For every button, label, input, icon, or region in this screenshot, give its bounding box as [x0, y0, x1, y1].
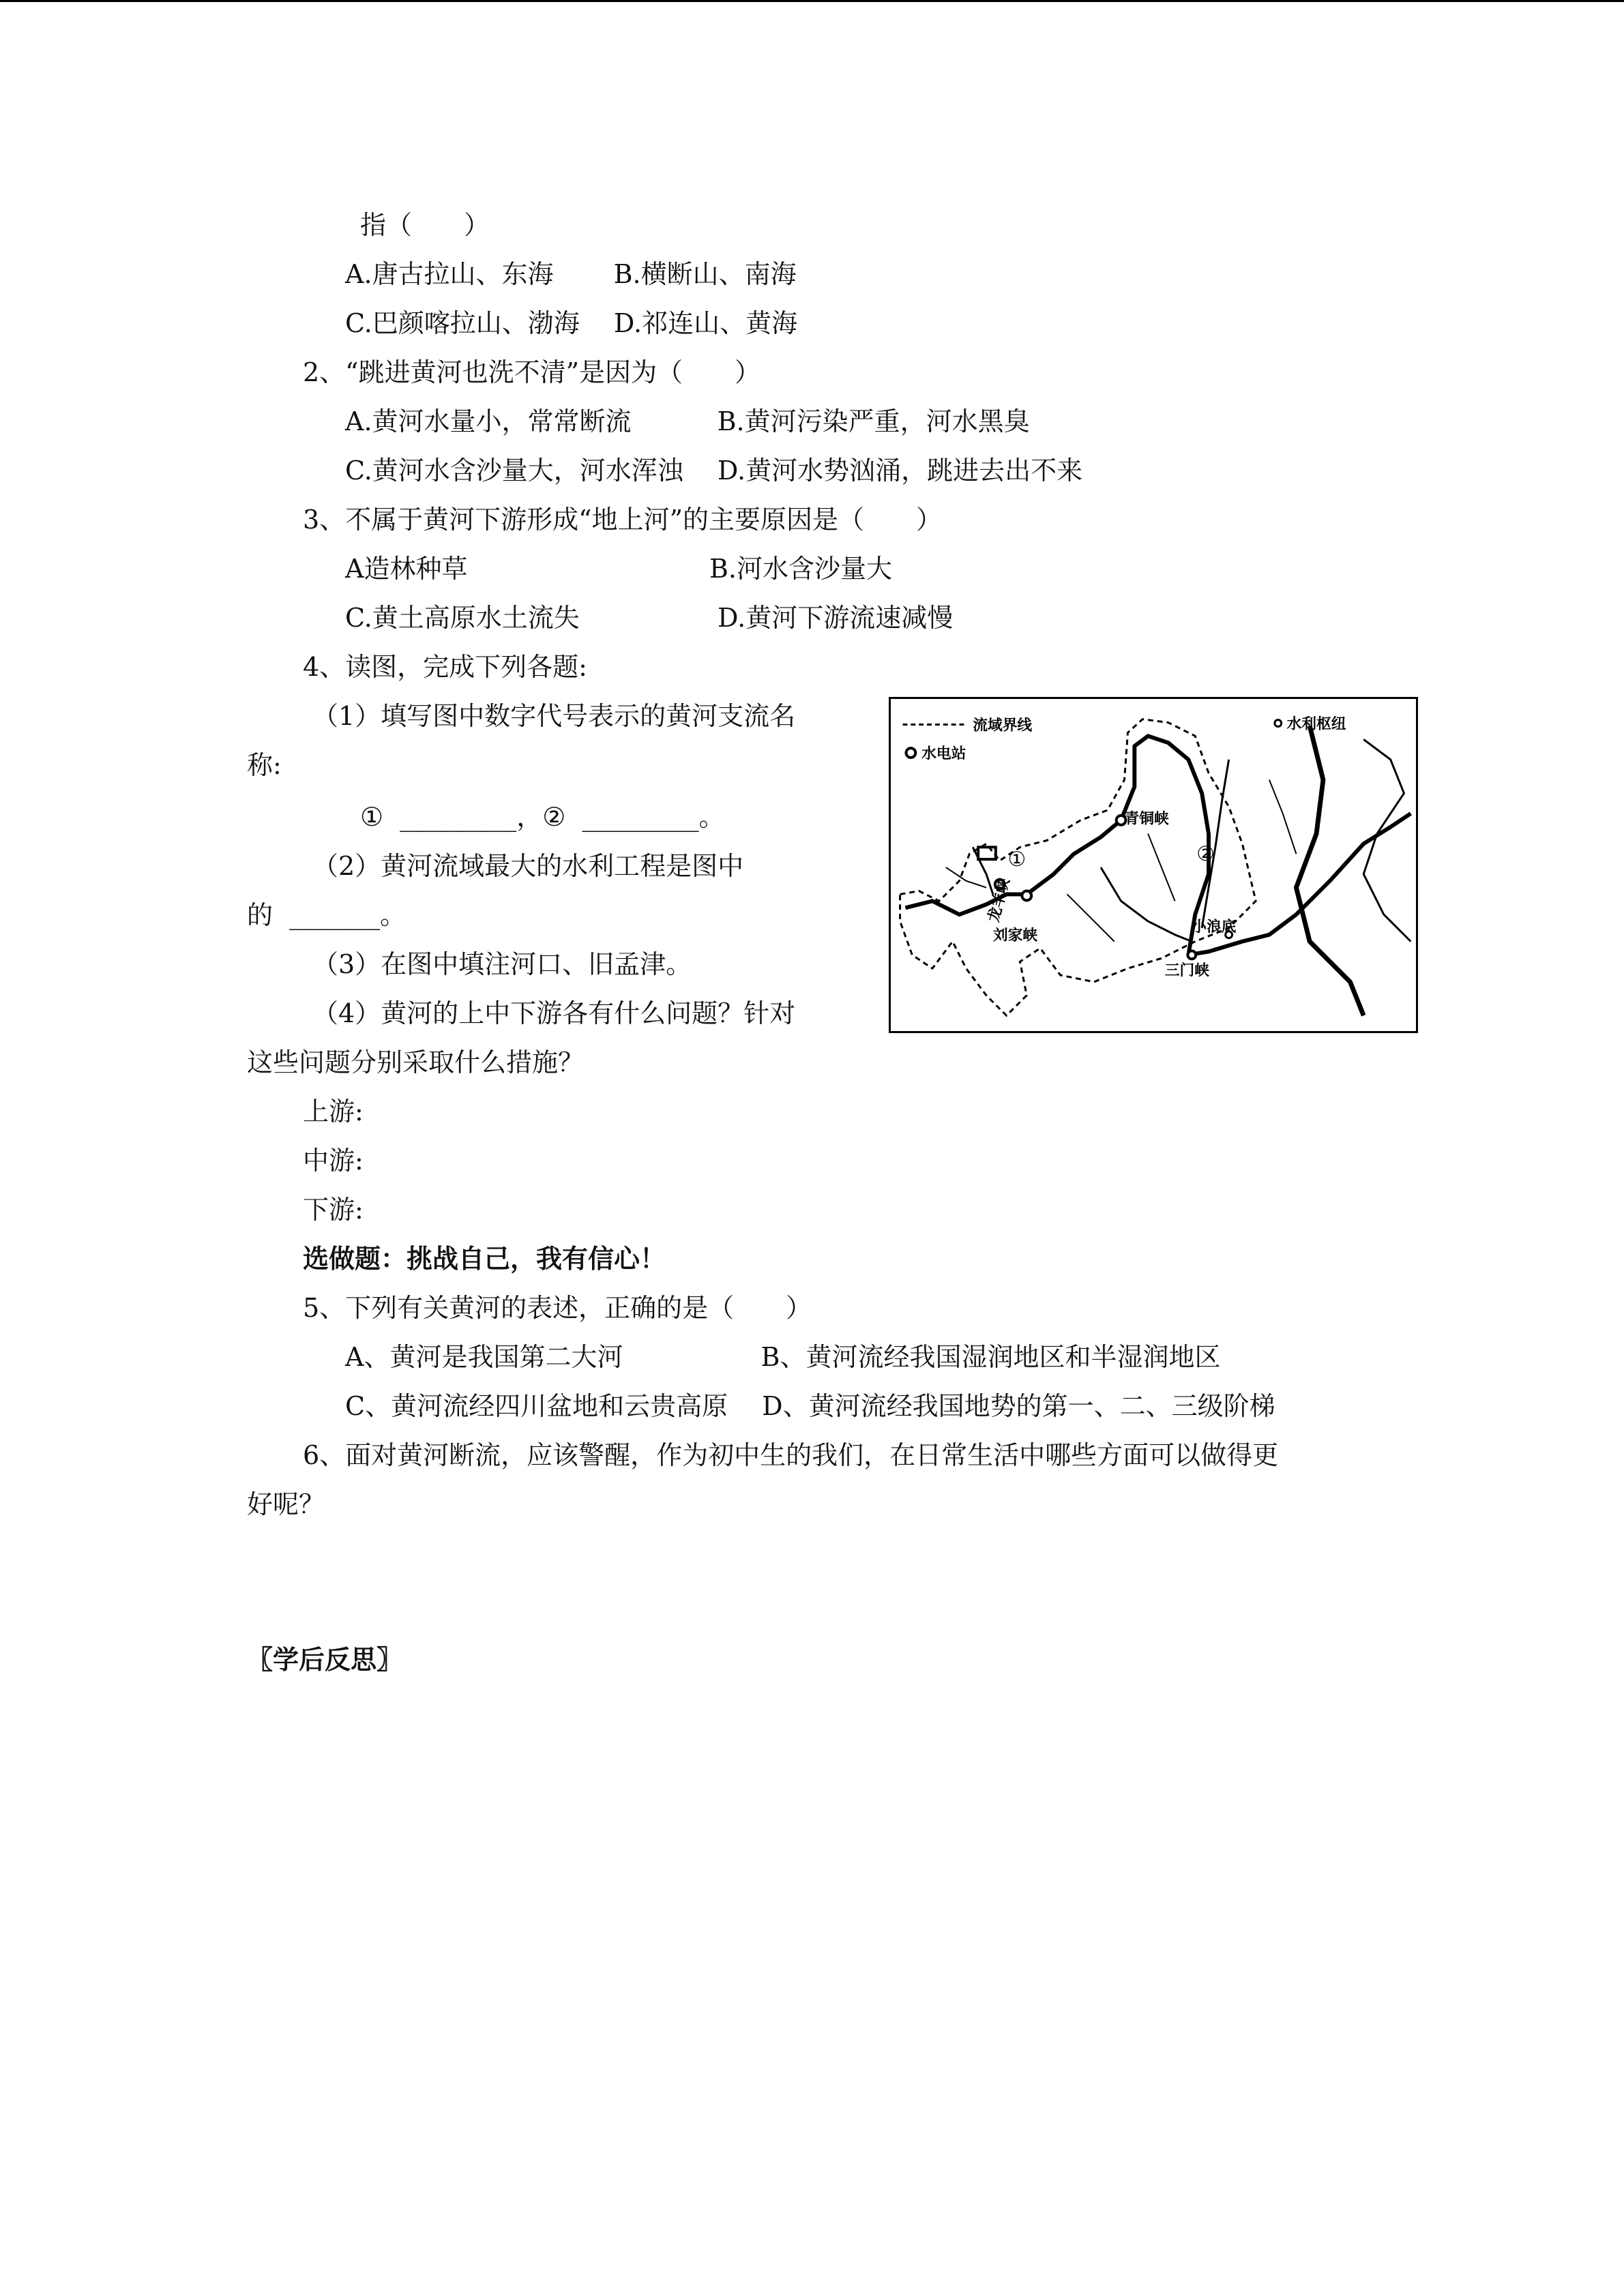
station-sanmenxia-icon	[1187, 951, 1196, 959]
q1-options-ab: A.唐古拉山、东海 B.横断山、南海	[345, 259, 797, 289]
map-svg	[891, 699, 1416, 1031]
q5-options-cd: C、黄河流经四川盆地和云贵高原 D、黄河流经我国地势的第一、二、三级阶梯	[345, 1391, 1275, 1421]
label-longyangxia: 龙羊峡	[985, 876, 1014, 924]
q4-part2-line1: （2）黄河流域最大的水利工程是图中	[312, 851, 744, 881]
legend-boundary-label: 流域界线	[973, 717, 1033, 734]
q2-options-cd: C.黄河水含沙量大，河水浑浊 D.黄河水势汹涌，跳进去出不来	[345, 456, 1083, 486]
q4-part2-line2: 的 _______。	[247, 900, 407, 930]
q5-stem: 5、下列有关黄河的表述，正确的是（ ）	[303, 1293, 812, 1323]
eastern-river	[1296, 726, 1363, 1016]
yellow-river-main	[905, 736, 1411, 955]
q2-options-ab: A.黄河水量小，常常断流 B.黄河污染严重，河水黑臭	[345, 406, 1030, 436]
yellow-river-map	[889, 697, 1418, 1033]
label-sanmenxia: 三门峡	[1164, 962, 1209, 980]
tributary-minor-west	[946, 867, 986, 888]
reflection-heading: 〖学后反思〗	[247, 1644, 403, 1675]
q5-options-ab: A、黄河是我国第二大河 B、黄河流经我国湿润地区和半湿润地区	[345, 1342, 1221, 1372]
optional-heading: 选做题：挑战自己，我有信心！	[303, 1243, 666, 1274]
tributary-1	[973, 847, 993, 894]
legend-hydro-icon	[906, 748, 915, 758]
q4-part1-blanks: ① _________，② _________。	[360, 802, 725, 832]
q4-middle-reach: 中游:	[303, 1146, 364, 1176]
tributary-minor-1	[1148, 834, 1175, 901]
station-liujiaxia-icon	[1022, 891, 1031, 901]
legend-hydro-label: 水电站	[921, 745, 966, 762]
q1-options-cd: C.巴颜喀拉山、渤海 D.祁连山、黄海	[345, 308, 798, 338]
q4-part4-line2: 这些问题分别采取什么措施？	[247, 1047, 585, 1077]
legend-hub-icon	[1275, 720, 1282, 727]
tributary-minor-3	[1269, 780, 1297, 854]
q4-upper-reach: 上游:	[303, 1097, 364, 1127]
q2-stem: 2、“跳进黄河也洗不清”是因为（ ）	[303, 357, 761, 387]
q3-option-d: D.黄河下游流速减慢	[718, 603, 954, 633]
q4-part1-line2: 称:	[247, 750, 282, 780]
q4-part1-line1: （1）填写图中数字代号表示的黄河支流名	[312, 701, 796, 731]
q6-line1: 6、面对黄河断流，应该警醒，作为初中生的我们，在日常生活中哪些方面可以做得更	[303, 1440, 1279, 1470]
q4-part4-line1: （4）黄河的上中下游各有什么问题？针对	[312, 998, 796, 1028]
top-rule	[0, 0, 1624, 2]
label-tributary-1: ①	[1007, 846, 1027, 871]
label-tributary-2: ②	[1196, 841, 1215, 866]
q4-stem: 4、读图，完成下列各题:	[303, 652, 587, 682]
q4-part3: （3）在图中填注河口、旧孟津。	[312, 949, 692, 979]
reservoir-icon	[978, 847, 996, 859]
tributary-minor-2	[1067, 894, 1114, 941]
label-liujiaxia: 刘家峡	[992, 927, 1038, 944]
q3-option-b: B.河水含沙量大	[709, 554, 893, 584]
q3-stem: 3、不属于黄河下游形成“地上河”的主要原因是（ ）	[303, 505, 943, 535]
q3-option-a: A造林种草	[345, 554, 468, 584]
legend-hub-label: 水利枢纽	[1286, 715, 1346, 733]
label-qingtongxia: 青铜峡	[1124, 810, 1169, 828]
label-xiaolangdi: 小浪底	[1192, 918, 1237, 936]
q4-lower-reach: 下游:	[303, 1195, 364, 1225]
tributary-wei	[1101, 867, 1192, 942]
q1-continuation: 指（ ）	[360, 210, 490, 240]
q6-line2: 好呢？	[247, 1489, 325, 1519]
q3-option-c: C.黄土高原水土流失	[345, 603, 580, 633]
